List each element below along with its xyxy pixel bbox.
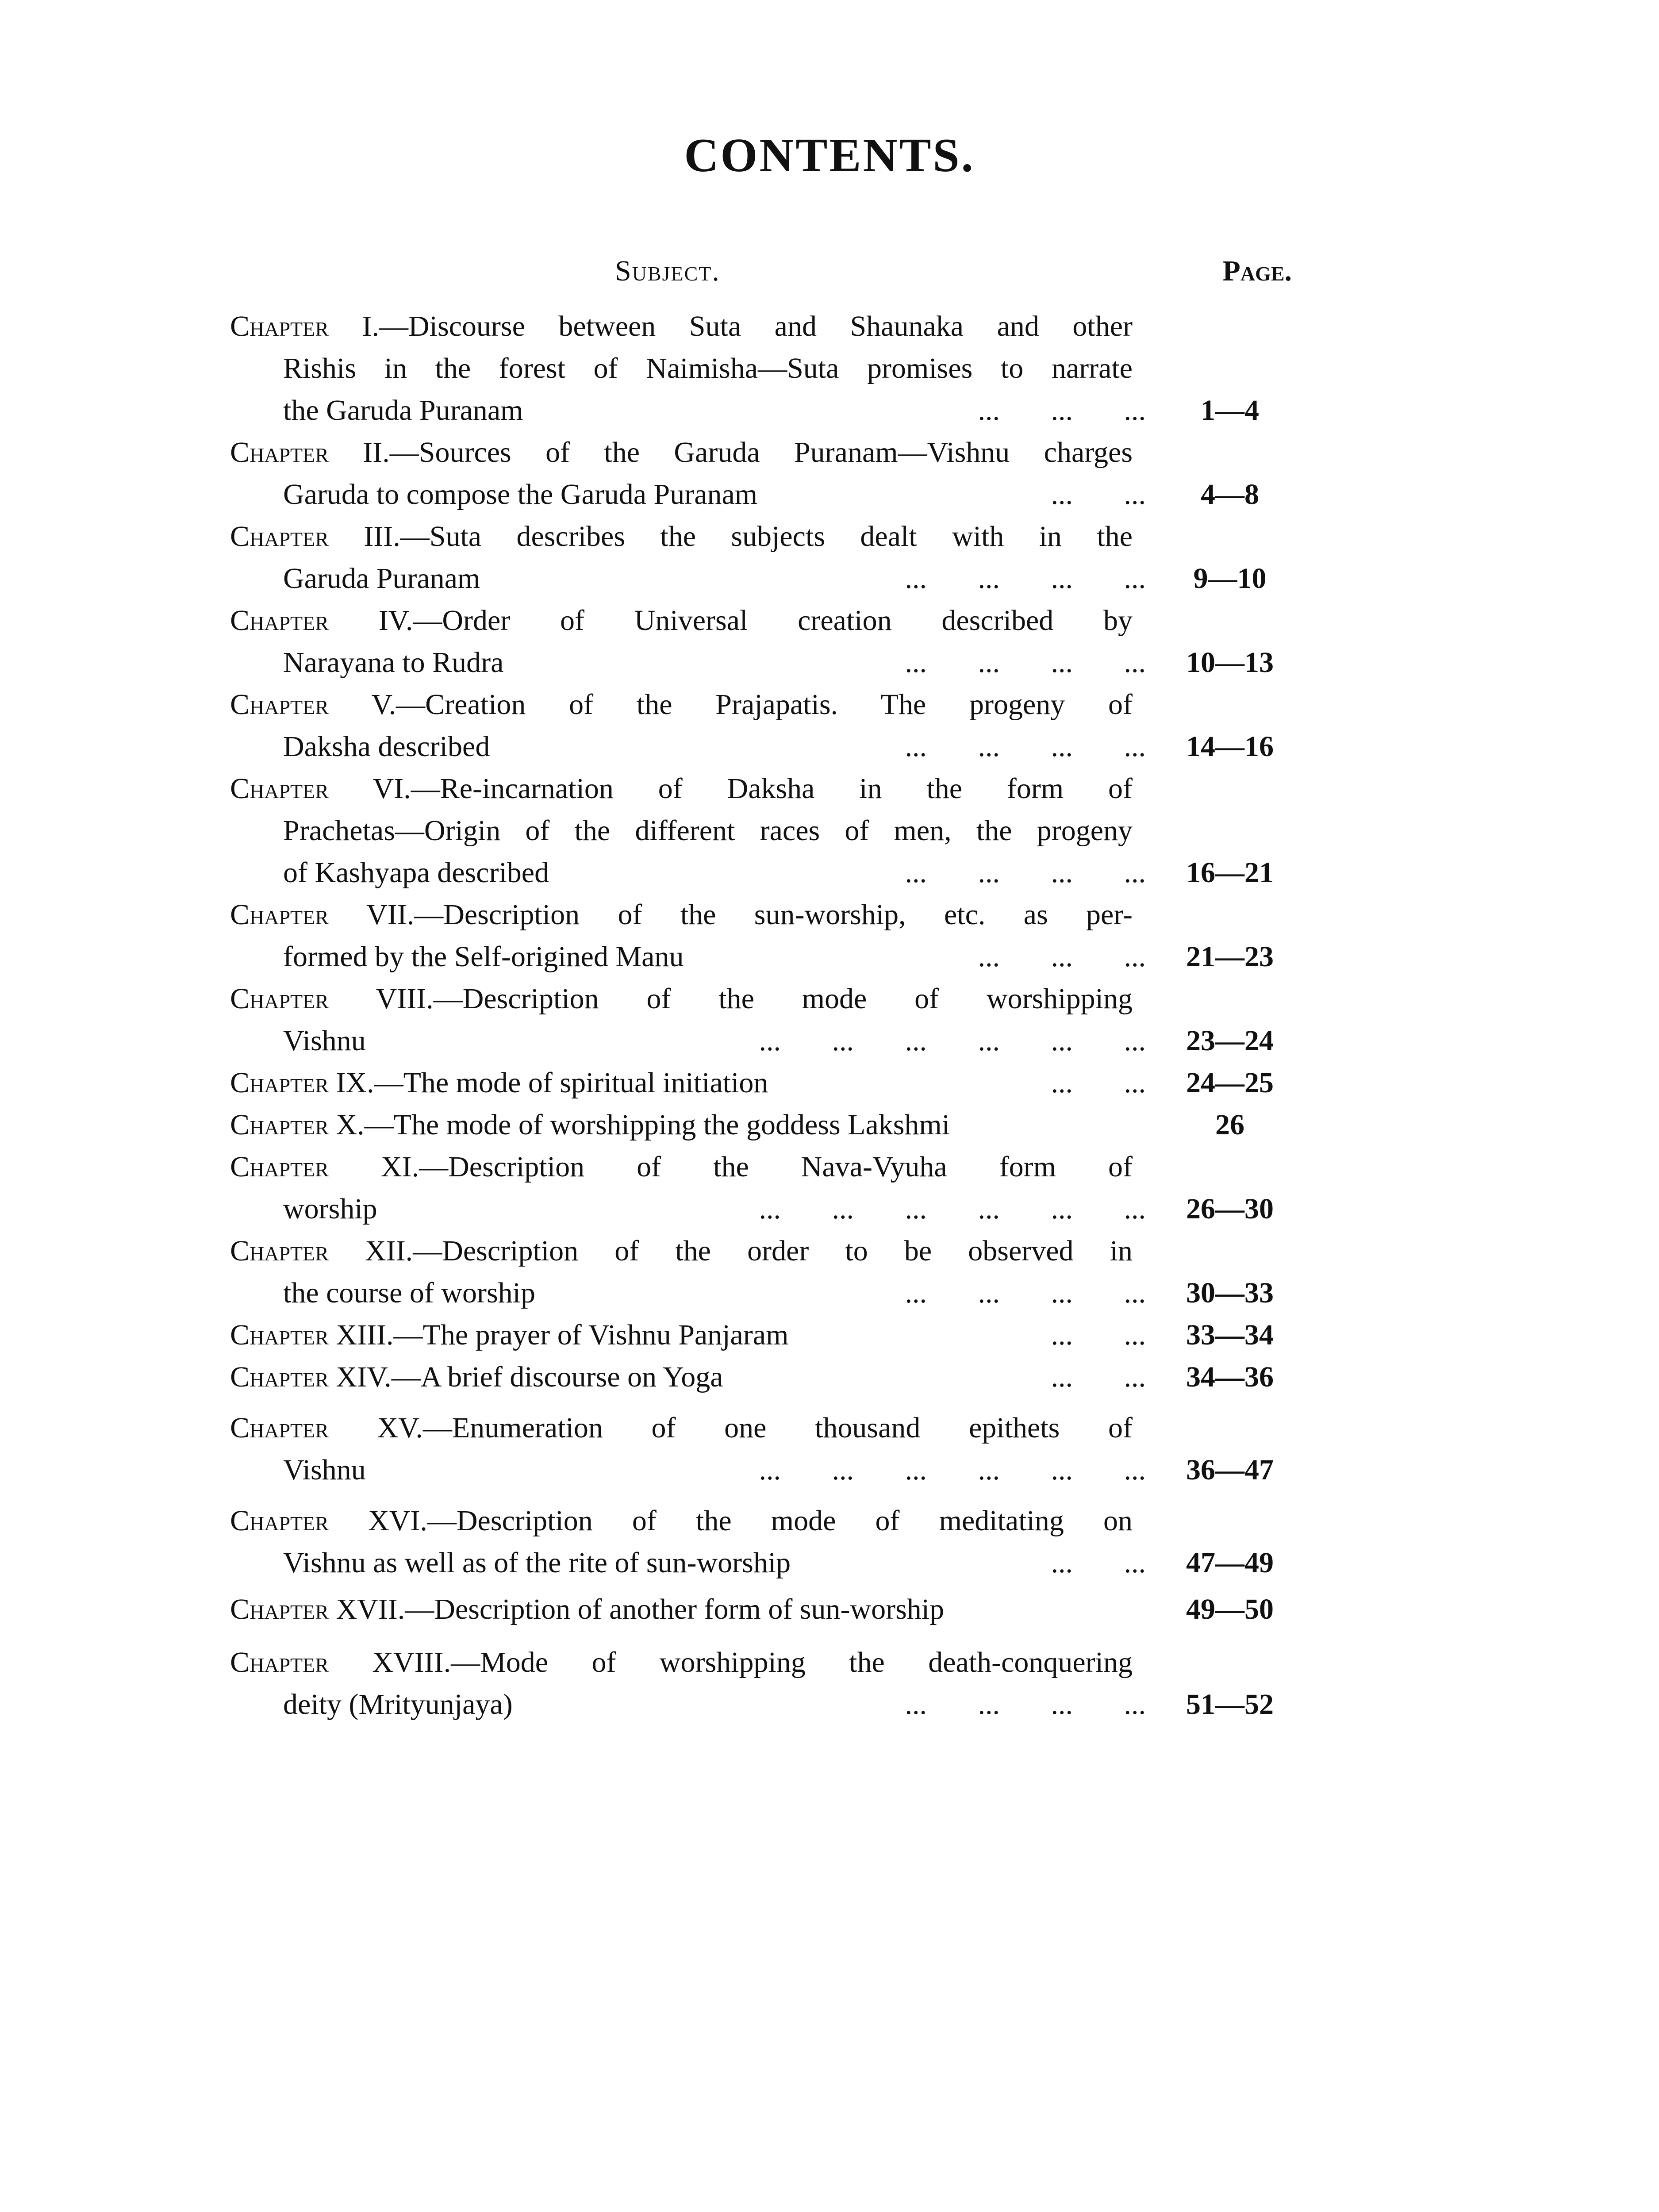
chapter-number: XIII. (336, 1319, 394, 1351)
toc-entry-line (230, 1020, 1296, 1062)
subject-text: —The prayer of Vishnu Panjaram (393, 1319, 789, 1351)
chapter-number: VII. (366, 899, 415, 931)
subject-text: —Order of Universal creation described by (413, 604, 1133, 637)
chapter-number: X. (336, 1109, 365, 1141)
chapter-number: XVI. (368, 1505, 427, 1537)
leader-dots: ... ... ... ... ... ... (759, 1454, 1146, 1486)
chapter-number: III. (364, 520, 400, 553)
toc-entry-line (230, 557, 1296, 599)
subject-text: Prachetas—Origin of the different races of men, the progeny (283, 814, 1133, 847)
leader-dots: ... ... ... (978, 941, 1146, 973)
subject-text: —The mode of spiritual initiation (374, 1067, 768, 1099)
toc-entry (230, 1356, 1296, 1398)
leader-dots: ... ... ... ... (905, 562, 1146, 595)
leader-dots: ... ... (1051, 1067, 1146, 1099)
subject-text: Garuda to compose the Garuda Puranam (283, 478, 758, 511)
chapter-label: Chapter (230, 1151, 329, 1183)
page-range: 14—16 (1186, 730, 1274, 763)
subject-text: —Creation of the Prajapatis. The progeny of (396, 688, 1133, 721)
toc-entry (230, 1146, 1296, 1230)
subject-text: —Description of the Nava-Vyuha form of (419, 1151, 1133, 1183)
toc-entry-line (230, 1641, 1133, 1683)
leader-dots: ... ... ... ... (905, 1688, 1146, 1720)
subject-text: —Description of the mode of worshipping (433, 983, 1133, 1015)
subject-text: Vishnu (283, 1454, 366, 1486)
subject-text: —Enumeration of one thousand epithets of (422, 1412, 1133, 1444)
chapter-label: Chapter (230, 1505, 329, 1537)
chapter-number: V. (371, 688, 396, 721)
toc-entry-line (230, 305, 1133, 347)
toc-entry (230, 978, 1296, 1062)
subject-text: worship (283, 1193, 377, 1225)
toc-entry-line (230, 599, 1133, 641)
toc-entry (230, 1407, 1296, 1491)
chapter-label: Chapter (230, 604, 329, 637)
subject-text: the Garuda Puranam (283, 394, 523, 426)
subject-text: —Sources of the Garuda Puranam—Vishnu charges (389, 436, 1133, 469)
chapter-label: Chapter (230, 436, 329, 469)
subject-text: Garuda Puranam (283, 562, 480, 595)
chapter-number: VIII. (376, 983, 434, 1015)
toc-entry-line (230, 1449, 1296, 1491)
toc-entry-line (230, 347, 1133, 389)
leader-dots: ... ... ... ... ... ... (759, 1193, 1146, 1225)
chapter-label: Chapter (230, 1109, 329, 1141)
toc-entry-line (230, 1500, 1133, 1542)
page-range: 24—25 (1186, 1067, 1274, 1099)
chapter-label: Chapter (230, 1319, 329, 1351)
toc-entry-line (230, 1588, 1296, 1630)
toc-entry-line (230, 473, 1296, 515)
leader-dots: ... ... (1051, 1361, 1146, 1393)
chapter-number: XII. (365, 1235, 413, 1267)
toc-entry (230, 1230, 1296, 1314)
chapter-number: XIV. (336, 1361, 392, 1393)
chapter-number: I. (362, 310, 379, 342)
chapter-label: Chapter (230, 310, 329, 342)
page-range: 47—49 (1186, 1547, 1274, 1579)
toc-entry-line (230, 641, 1296, 684)
leader-dots: ... ... ... ... (905, 646, 1146, 679)
leader-dots: ... ... (1051, 1547, 1146, 1579)
toc-entry (230, 1314, 1296, 1356)
toc-entry-line (230, 431, 1133, 473)
toc-entry-line (230, 852, 1296, 894)
page-range: 21—23 (1186, 941, 1274, 973)
toc-entry-line (230, 1356, 1296, 1398)
page-range: 10—13 (1186, 646, 1274, 679)
page-range: 9—10 (1193, 562, 1267, 595)
toc-entry-line (230, 1230, 1133, 1272)
subject-text: the course of worship (283, 1277, 536, 1309)
toc-entry-line (230, 1542, 1296, 1584)
leader-dots: ... ... ... (978, 394, 1146, 426)
leader-dots: ... ... ... ... (905, 730, 1146, 763)
toc-entry-line (230, 684, 1133, 726)
chapter-label: Chapter (230, 983, 329, 1015)
page-range: 23—24 (1186, 1025, 1274, 1057)
subject-text: —The mode of worshipping the goddess Lakshmi (364, 1109, 950, 1141)
page-range: 26 (1215, 1109, 1244, 1141)
page-range: 30—33 (1186, 1277, 1274, 1309)
page-range: 4—8 (1201, 478, 1259, 511)
toc-entry (230, 431, 1296, 515)
chapter-number: XVII. (336, 1593, 405, 1625)
subject-text: Rishis in the forest of Naimisha—Suta promises to narrate (283, 352, 1133, 384)
page-range: 1—4 (1201, 394, 1259, 426)
subject-text: deity (Mrityunjaya) (283, 1688, 513, 1720)
leader-dots: ... ... ... ... ... ... (759, 1025, 1146, 1057)
subject-text: formed by the Self-origined Manu (283, 941, 684, 973)
toc-entry-line (230, 1272, 1296, 1314)
subject-text: Vishnu as well as of the rite of sun-worship (283, 1547, 791, 1579)
subject-text: —Re-incarnation of Daksha in the form of (411, 772, 1133, 805)
toc-entry-line (230, 1188, 1296, 1230)
subject-text: —Description of the order to be observed in (413, 1235, 1133, 1267)
page-range: 51—52 (1186, 1688, 1274, 1720)
toc-entry-line (230, 515, 1133, 557)
toc-entry-line (230, 810, 1133, 852)
page-range: 49—50 (1186, 1593, 1274, 1625)
chapter-label: Chapter (230, 1235, 329, 1267)
toc-entry (230, 515, 1296, 599)
subject-text: —Mode of worshipping the death-conquering (451, 1646, 1133, 1678)
toc-entry-line (230, 936, 1296, 978)
toc-entry (230, 1641, 1296, 1725)
toc-entry (230, 1062, 1296, 1104)
subject-text: —Description of the sun-worship, etc. as per- (414, 899, 1133, 931)
page-range: 16—21 (1186, 856, 1274, 889)
toc-entry-line (230, 978, 1133, 1020)
subject-text: Vishnu (283, 1025, 366, 1057)
chapter-label: Chapter (230, 1593, 329, 1625)
chapter-number: VI. (373, 772, 411, 805)
leader-dots: ... ... (1051, 1319, 1146, 1351)
toc-entry-line (230, 1146, 1133, 1188)
page-column-header: Page. (1222, 255, 1292, 287)
subject-text: —Discourse between Suta and Shaunaka and other (379, 310, 1133, 342)
toc-entry-line (230, 1314, 1296, 1356)
subject-text: Narayana to Rudra (283, 646, 504, 679)
leader-dots: ... ... (1051, 478, 1146, 511)
page-range: 34—36 (1186, 1361, 1274, 1393)
chapter-label: Chapter (230, 1361, 329, 1393)
toc-entry-line (230, 894, 1133, 936)
toc-entry (230, 1104, 1296, 1146)
toc-entry-line (230, 1104, 1296, 1146)
toc-entry-line (230, 1062, 1296, 1104)
chapter-number: XV. (377, 1412, 423, 1444)
toc-entry (230, 1588, 1296, 1630)
chapter-number: XVIII. (372, 1646, 451, 1678)
chapter-label: Chapter (230, 520, 329, 553)
toc-entry (230, 684, 1296, 768)
leader-dots: ... ... ... ... (905, 856, 1146, 889)
subject-text: —A brief discourse on Yoga (391, 1361, 723, 1393)
chapter-number: II. (363, 436, 390, 469)
subject-text: Daksha described (283, 730, 490, 763)
toc-entry-line (230, 389, 1296, 431)
toc-entry-line (230, 768, 1133, 810)
chapter-label: Chapter (230, 899, 329, 931)
leader-dots: ... ... ... ... (905, 1277, 1146, 1309)
toc-entry (230, 1500, 1296, 1584)
toc-entry (230, 894, 1296, 978)
page-title: CONTENTS. (684, 129, 975, 182)
subject-text: of Kashyapa described (283, 856, 549, 889)
chapter-label: Chapter (230, 772, 329, 805)
toc-entry-line (230, 1683, 1296, 1725)
chapter-label: Chapter (230, 688, 329, 721)
subject-column-header: Subject. (615, 255, 720, 287)
page-range: 36—47 (1186, 1454, 1274, 1486)
chapter-number: IV. (378, 604, 413, 637)
toc-entry-line (230, 1407, 1133, 1449)
chapter-label: Chapter (230, 1067, 329, 1099)
toc-entry (230, 599, 1296, 684)
page-range: 26—30 (1186, 1193, 1274, 1225)
subject-text: —Description of another form of sun-worship (405, 1593, 945, 1625)
chapter-label: Chapter (230, 1412, 329, 1444)
chapter-label: Chapter (230, 1646, 329, 1678)
toc-entry (230, 768, 1296, 894)
subject-text: —Suta describes the subjects dealt with in the (400, 520, 1133, 553)
chapter-number: IX. (336, 1067, 374, 1099)
page-range: 33—34 (1186, 1319, 1274, 1351)
chapter-number: XI. (380, 1151, 419, 1183)
toc-entry-line (230, 726, 1296, 768)
toc-entry (230, 305, 1296, 431)
subject-text: —Description of the mode of meditating on (427, 1505, 1133, 1537)
